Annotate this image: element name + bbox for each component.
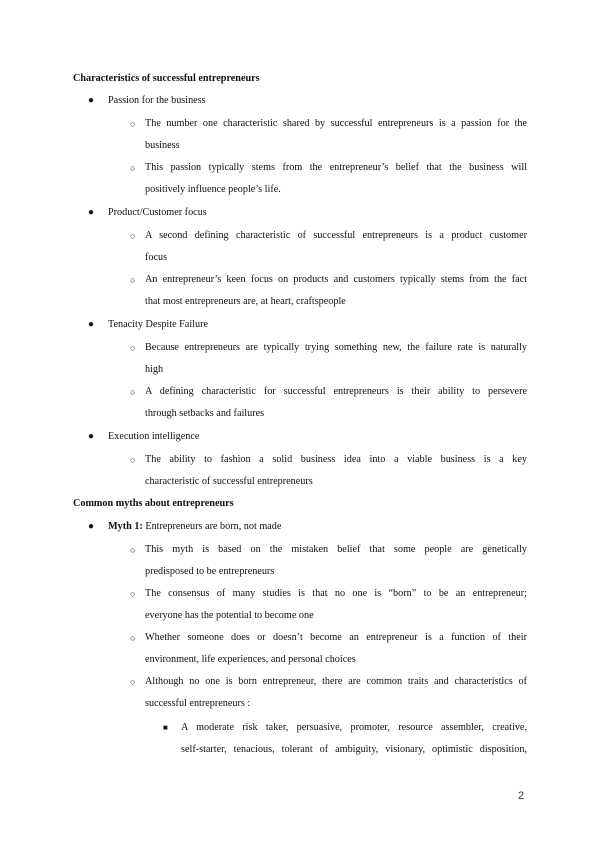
- list-item-label: Execution intelligence: [108, 431, 200, 442]
- sub-item-line: high: [145, 364, 164, 375]
- bullet-icon: ●: [88, 431, 95, 442]
- sub-item-line: The consensus of many studies is that no one is “born” to be an entrepreneur;: [145, 588, 527, 599]
- bullet-icon: ●: [88, 207, 95, 218]
- myth-label: Myth 1:: [108, 521, 143, 532]
- bullet-icon: ●: [88, 521, 95, 532]
- section-heading-characteristics: Characteristics of successful entrepreneurs: [73, 73, 260, 84]
- sub-item-line: predisposed to be entrepreneurs: [145, 566, 275, 577]
- list-item-label: Tenacity Despite Failure: [108, 319, 208, 330]
- sub-item-line: The ability to fashion a solid business idea into a viable business is a key: [145, 454, 527, 465]
- sub-item-line: through setbacks and failures: [145, 408, 265, 419]
- sub-bullet-icon: ○: [130, 633, 136, 643]
- sub-bullet-icon: ○: [130, 677, 136, 687]
- sub-item-line: A second defining characteristic of successful entrepreneurs is a product customer: [145, 230, 527, 241]
- myth-text: Entrepreneurs are born, not made: [142, 521, 282, 532]
- sub-item-line: focus: [145, 252, 168, 263]
- square-bullet-icon: ■: [163, 723, 168, 732]
- sub-item-line: everyone has the potential to become one: [145, 610, 314, 621]
- sub-bullet-icon: ○: [130, 387, 136, 397]
- sub-sub-item-line: self-starter, tenacious, tolerant of ambiguity, visionary, optimistic disposition,: [181, 744, 527, 755]
- sub-bullet-icon: ○: [130, 275, 136, 285]
- page-number: 2: [518, 790, 525, 802]
- sub-bullet-icon: ○: [130, 343, 136, 353]
- sub-item-line: environment, life experiences, and personal choices: [145, 654, 356, 665]
- sub-sub-item-line: A moderate risk taker, persuasive, promoter, resource assembler, creative,: [181, 722, 527, 733]
- bullet-icon: ●: [88, 95, 95, 106]
- sub-item-line: business: [145, 140, 180, 151]
- sub-bullet-icon: ○: [130, 455, 136, 465]
- sub-bullet-icon: ○: [130, 545, 136, 555]
- sub-item-line: An entrepreneur’s keen focus on products and customers typically stems from the fact: [145, 274, 527, 285]
- sub-item-line: Because entrepreneurs are typically trying something new, the failure rate is naturally: [145, 342, 527, 353]
- sub-item-line: positively influence people’s life.: [145, 184, 281, 195]
- list-item-label: [108, 516, 281, 538]
- bullet-icon: ●: [88, 319, 95, 330]
- list-item-label: Product/Customer focus: [108, 207, 207, 218]
- sub-item-line: This myth is based on the mistaken belief that some people are genetically: [145, 544, 527, 555]
- sub-item-line: that most entrepreneurs are, at heart, craftspeople: [145, 296, 346, 307]
- section-heading-myths: Common myths about entrepreneurs: [73, 498, 234, 509]
- sub-item-line: successful entrepreneurs :: [145, 698, 251, 709]
- sub-bullet-icon: ○: [130, 163, 136, 173]
- sub-bullet-icon: ○: [130, 589, 136, 599]
- sub-item-line: Whether someone does or doesn’t become an entrepreneur is a function of their: [145, 632, 527, 643]
- sub-item-line: A defining characteristic for successful entrepreneurs is their ability to persevere: [145, 386, 527, 397]
- sub-item-line: This passion typically stems from the entrepreneur’s belief that the business will: [145, 162, 527, 173]
- sub-item-line: characteristic of successful entrepreneurs: [145, 476, 313, 487]
- sub-item-line: The number one characteristic shared by successful entrepreneurs is a passion for the: [145, 118, 527, 129]
- sub-item-line: Although no one is born entrepreneur, there are common traits and characteristics of: [145, 676, 527, 687]
- sub-bullet-icon: ○: [130, 119, 136, 129]
- sub-bullet-icon: ○: [130, 231, 136, 241]
- list-item-label: Passion for the business: [108, 95, 206, 106]
